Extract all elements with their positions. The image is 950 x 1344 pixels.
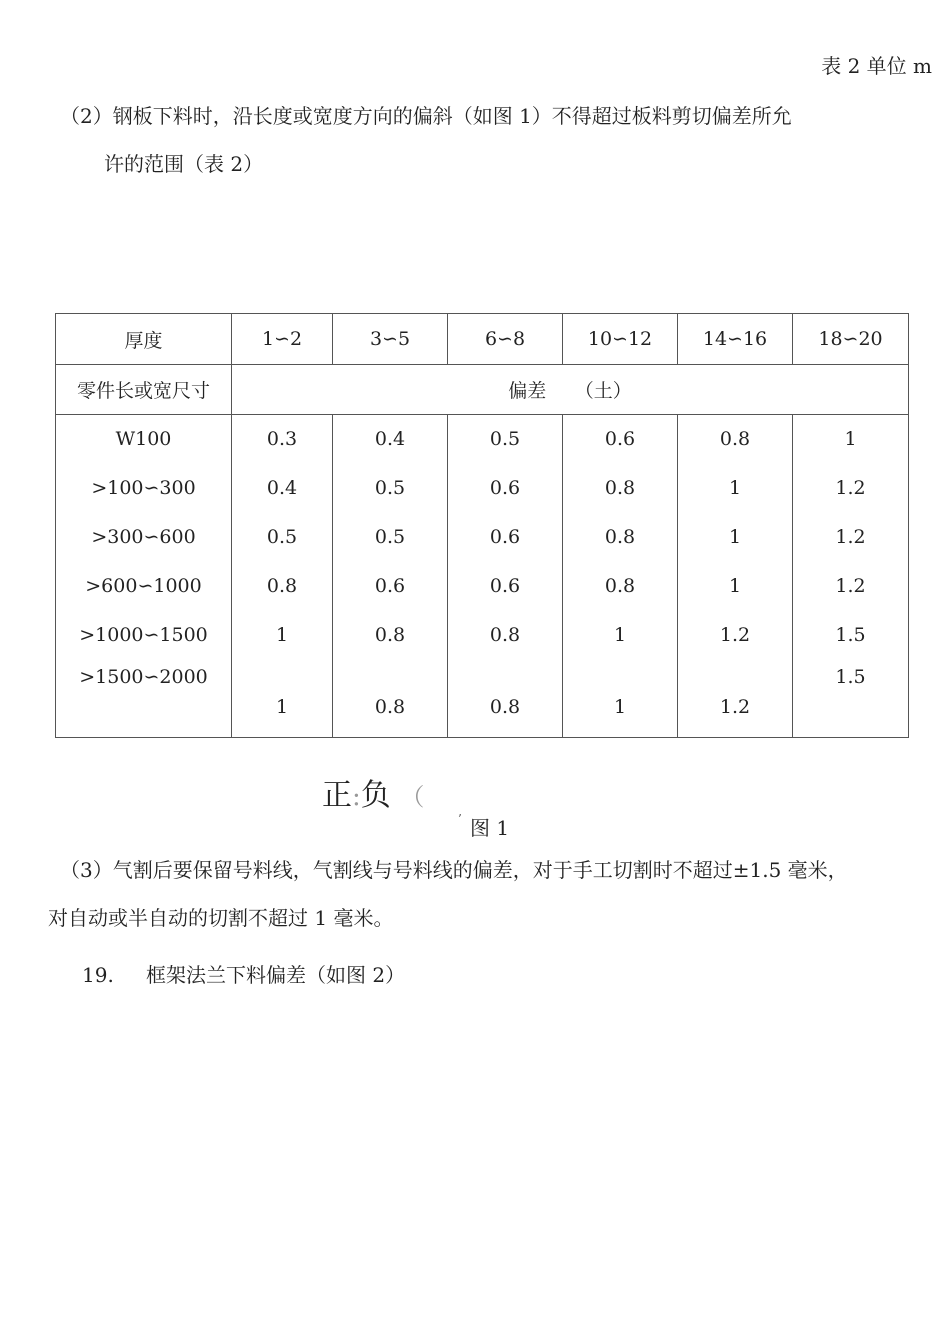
paragraph-2-line-2: 许的范围（表 2） xyxy=(104,152,264,176)
header-row-thickness xyxy=(56,314,909,365)
value-column xyxy=(563,415,677,722)
table-cell: 1.5 xyxy=(835,666,866,688)
paragraph-3-line-2: 对自动或半自动的切割不超过 1 毫米。 xyxy=(48,906,394,930)
size-label: 零件长或宽尺寸 xyxy=(56,365,232,415)
figure-mark: ’ xyxy=(458,812,462,826)
paragraph-3-line-1: （3）气割后要保留号料线，气割线与号料线的偏差，对于手工切割时不超过±1.5 毫米， xyxy=(60,858,848,882)
thickness-header: 3∽5 xyxy=(333,314,448,365)
table-cell: 0.8 xyxy=(489,696,521,718)
table-cell: 0.6 xyxy=(489,526,521,548)
thickness-header: 1∽2 xyxy=(232,314,333,365)
data-row xyxy=(56,415,909,738)
deviation-label: 偏差 （土） xyxy=(232,365,909,415)
figure-text-paren: （ xyxy=(400,783,425,811)
table-cell: 1 xyxy=(728,526,742,548)
value-column xyxy=(333,415,447,722)
table-cell: 1.2 xyxy=(719,624,751,646)
item-19-number: 19. xyxy=(82,963,114,987)
header-row-deviation xyxy=(56,365,909,415)
table-cell: 0.8 xyxy=(374,624,406,646)
table-cell: 0.5 xyxy=(489,428,521,450)
value-column xyxy=(678,415,792,722)
table-cell: 1.2 xyxy=(835,575,866,597)
table-cell: 1.2 xyxy=(719,696,751,718)
table-cell: 1.5 xyxy=(835,624,866,646)
value-column xyxy=(232,415,332,722)
table-cell: 0.4 xyxy=(266,477,298,499)
deviation-table xyxy=(55,313,909,738)
thickness-header: 14∽16 xyxy=(678,314,793,365)
table-cell: 1 xyxy=(728,575,742,597)
table-cell: 0.5 xyxy=(374,477,406,499)
figure-1-text xyxy=(322,778,424,815)
table-cell: 1 xyxy=(728,477,742,499)
table-cell: 0.5 xyxy=(266,526,298,548)
table-cell: 0.6 xyxy=(374,575,406,597)
row-labels-column xyxy=(56,415,231,722)
table-cell: 0.4 xyxy=(374,428,406,450)
table-cell: 0.3 xyxy=(266,428,298,450)
value-column xyxy=(448,415,562,722)
figure-text-colon: : xyxy=(352,782,361,812)
table-cell: 0.8 xyxy=(604,526,636,548)
table-cell: 0.8 xyxy=(489,624,521,646)
table-cell: 0.8 xyxy=(374,696,406,718)
item-19-heading: 框架法兰下料偏差（如图 2） xyxy=(146,963,406,987)
table-cell: 0.8 xyxy=(604,575,636,597)
row-label: >100∽300 xyxy=(91,477,196,499)
thickness-header: 18∽20 xyxy=(793,314,909,365)
table-cell: 0.5 xyxy=(374,526,406,548)
thickness-header: 10∽12 xyxy=(563,314,678,365)
table-cell: 0.6 xyxy=(604,428,636,450)
figure-text-fu: 负 xyxy=(360,778,391,813)
figure-1-caption: 图 1 xyxy=(470,816,510,840)
table-cell: 1.2 xyxy=(835,477,866,499)
row-label: >600∽1000 xyxy=(85,575,202,597)
table-cell: 1 xyxy=(844,428,857,450)
row-label: >1500∽2000 xyxy=(79,666,208,688)
table-cell: 0.8 xyxy=(604,477,636,499)
value-column xyxy=(793,415,908,722)
table-cell: 0.6 xyxy=(489,575,521,597)
thickness-label: 厚度 xyxy=(56,314,232,365)
table-caption: 表 2 单位 m xyxy=(821,54,932,78)
table-cell: 1 xyxy=(613,624,627,646)
row-label: >300∽600 xyxy=(91,526,196,548)
table-cell: 1 xyxy=(275,696,289,718)
table-cell: 0.8 xyxy=(266,575,298,597)
row-label: W100 xyxy=(115,428,172,450)
table-cell: 0.8 xyxy=(719,428,751,450)
figure-text-zheng: 正 xyxy=(322,778,352,813)
table-cell: 0.6 xyxy=(489,477,521,499)
row-label: >1000∽1500 xyxy=(79,624,208,646)
table-cell: 1 xyxy=(613,696,627,718)
thickness-header: 6∽8 xyxy=(448,314,563,365)
paragraph-2-line-1: （2）钢板下料时，沿长度或宽度方向的偏斜（如图 1）不得超过板料剪切偏差所允 xyxy=(60,104,792,128)
table-cell: 1.2 xyxy=(835,526,866,548)
table-cell: 1 xyxy=(275,624,289,646)
